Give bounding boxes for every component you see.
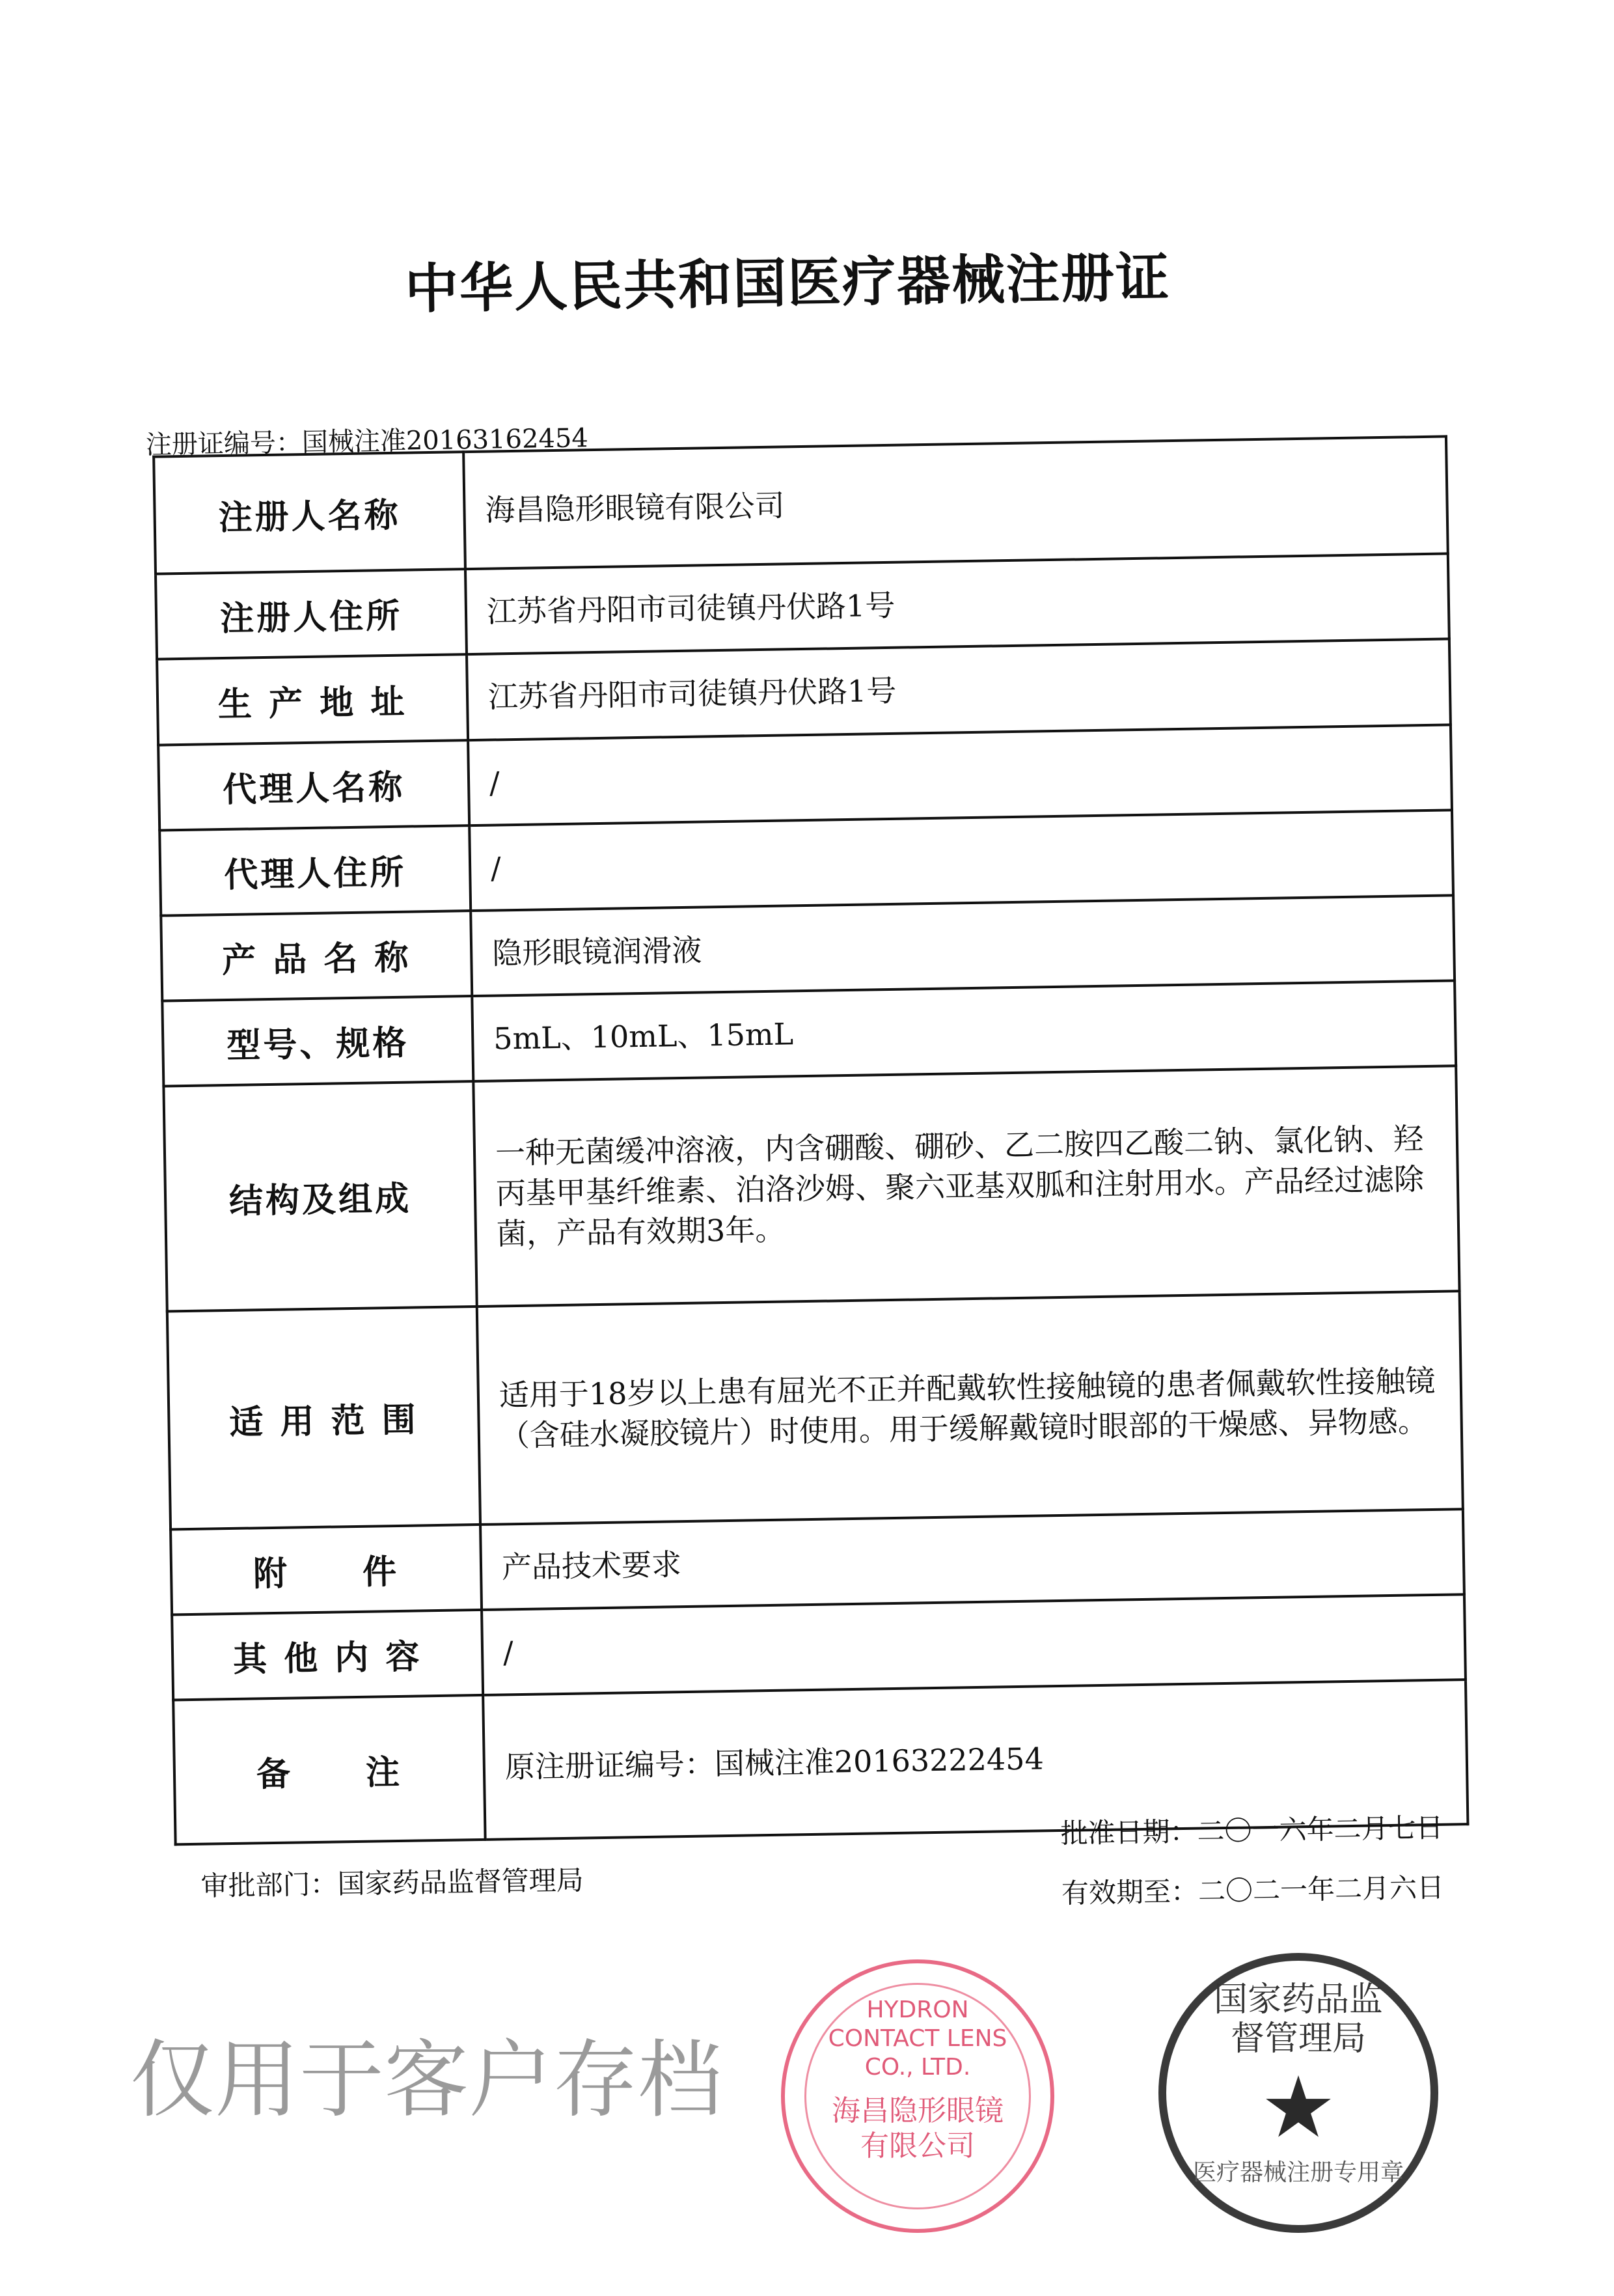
valid-until	[1061, 1866, 1445, 1911]
row-value: 一种无菌缓冲溶液，内含硼酸、硼砂、乙二胺四乙酸二钠、氯化钠、羟丙基甲基纤维素、泊洛沙姆、聚六亚基双胍和注射用水。产品经过滤除菌，产品有效期3年。	[473, 1066, 1459, 1307]
valid-until-value: 二〇二一年二月六日	[1197, 1871, 1445, 1907]
row-value: 产品技术要求	[480, 1509, 1464, 1610]
row-label: 结构及组成	[163, 1081, 476, 1311]
approval-department: 审批部门：国家药品监督管理局	[200, 1864, 584, 1902]
row-label: 注册人名称	[154, 452, 465, 574]
star-icon: ★	[1260, 2058, 1337, 2157]
row-label: 型号、规格	[162, 996, 473, 1086]
table-row	[154, 436, 1448, 574]
row-value: 海昌隐形眼镜有限公司	[463, 436, 1448, 569]
row-value: 隐形眼镜润滑液	[471, 895, 1455, 996]
registration-number-value: 国械注准20163162454	[301, 423, 589, 458]
row-value: 5mL、10mL、15mL	[472, 980, 1456, 1081]
row-label: 产 品 名 称	[161, 911, 472, 1001]
approval-date	[1060, 1806, 1443, 1851]
row-value: 江苏省丹阳市司徒镇丹伏路1号	[465, 553, 1449, 654]
row-value: /	[469, 810, 1453, 911]
valid-until-label: 有效期至：	[1061, 1875, 1199, 1910]
row-label: 附 件	[171, 1525, 482, 1614]
watermark: 仅用于客户存档	[130, 2030, 723, 2129]
company-seal-english: HYDRON CONTACT LENS CO., LTD.	[828, 1997, 1007, 2081]
row-label: 适 用 范 围	[167, 1307, 480, 1529]
agency-seal-name: 国家药品监督管理局	[1213, 1980, 1383, 2058]
row-label: 备 注	[173, 1695, 485, 1844]
row-value: 原注册证编号：国械注准20163222454	[483, 1680, 1468, 1840]
approval-date-value: 二〇一六年二月七日	[1197, 1811, 1443, 1847]
company-seal-chinese: 海昌隐形眼镜有限公司	[832, 2094, 1004, 2163]
row-label: 代理人名称	[158, 740, 469, 830]
row-label: 注册人住所	[156, 569, 467, 659]
document-title: 中华人民共和国医疗器械注册证	[404, 247, 1171, 321]
row-label: 代理人住所	[159, 825, 471, 915]
agency-seal	[1158, 1953, 1438, 2233]
row-value: /	[482, 1594, 1466, 1695]
certificate-table	[152, 435, 1469, 1846]
row-value: /	[468, 725, 1452, 825]
table-row	[163, 1066, 1459, 1311]
approval-date-label: 批准日期：	[1060, 1815, 1197, 1850]
row-value: 适用于18岁以上患有屈光不正并配戴软性接触镜的患者佩戴软性接触镜（含硅水凝胶镜片）时使用。用于缓解戴镜时眼部的干燥感、异物感。	[477, 1291, 1463, 1525]
table-row	[167, 1291, 1463, 1529]
registration-number-label: 注册证编号：	[145, 428, 303, 460]
row-label: 生 产 地 址	[157, 654, 468, 745]
company-seal	[781, 1959, 1054, 2233]
row-label: 其 他 内 容	[172, 1610, 483, 1700]
agency-seal-subtitle: 医疗器械注册专用章	[1192, 2159, 1404, 2186]
row-value: 江苏省丹阳市司徒镇丹伏路1号	[467, 639, 1451, 740]
